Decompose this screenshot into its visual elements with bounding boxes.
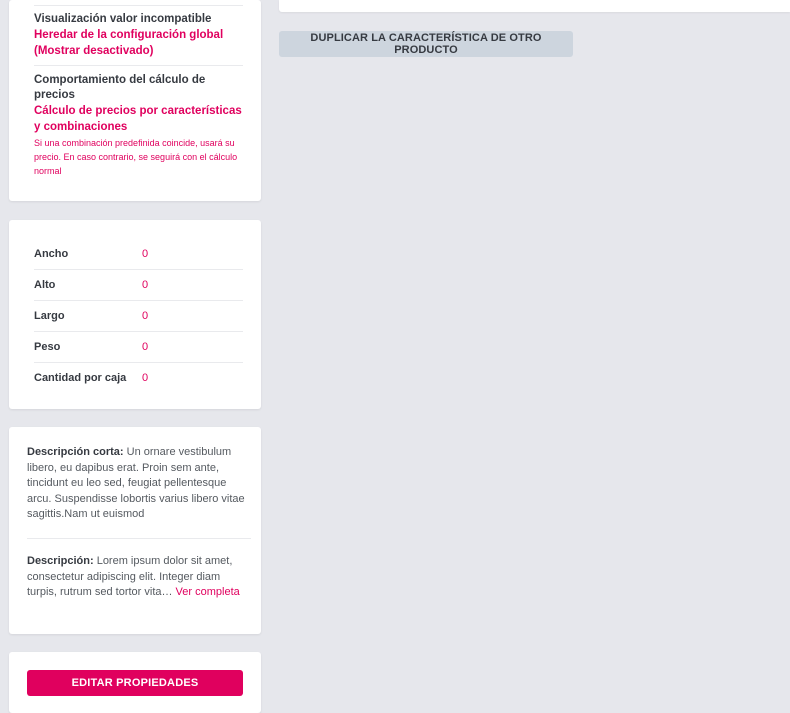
price-calc-setting: [34, 73, 243, 178]
settings-card: [9, 0, 261, 201]
short-description-text: Un ornare vestibulum libero, eu dapibus erat. Proin sem ante, tincidunt eu leo sed, feugiat pellentesque arcu. Suspendisse lobortis varius libero vitae sagittis.Nam ut euismod: [27, 446, 245, 520]
dimension-row-height: [34, 269, 243, 301]
edit-properties-button[interactable]: EDITAR PROPIEDADES: [27, 670, 243, 696]
incompatible-display-title: Visualización valor incompatible: [34, 13, 212, 25]
price-calc-hint: Si una combinación predefinida coincide, usará su precio. En caso contrario, se seguirá con el cálculo normal: [34, 138, 238, 176]
incompatible-display-value: Heredar de la configuración global (Mostrar desactivado): [34, 29, 224, 57]
edit-card: [9, 652, 261, 713]
dimension-label: Ancho: [34, 247, 69, 260]
dimension-label: Peso: [34, 340, 61, 353]
content-panel-top: [279, 0, 790, 12]
dimension-value: 0: [142, 247, 149, 260]
long-description-label: Descripción:: [27, 555, 94, 567]
dimension-row-box-quantity: [34, 362, 243, 393]
dimensions-card: [9, 220, 261, 409]
descriptions-card: [9, 427, 261, 634]
dimension-label: Cantidad por caja: [34, 371, 127, 384]
duplicate-feature-button[interactable]: DUPLICAR LA CARACTERÍSTICA DE OTRO PRODUCTO: [279, 31, 573, 57]
dimension-value: 0: [142, 309, 149, 322]
divider: [34, 5, 243, 6]
dimension-row-weight: [34, 331, 243, 363]
dimension-value: 0: [142, 340, 149, 353]
dimension-row-length: [34, 300, 243, 332]
dimension-row-width: [34, 238, 243, 270]
dimension-value: 0: [142, 278, 149, 291]
price-calc-title: Comportamiento del cálculo de precios: [34, 74, 206, 101]
divider: [34, 65, 243, 66]
short-description: [27, 445, 245, 523]
dimension-label: Largo: [34, 309, 65, 322]
dimension-value: 0: [142, 371, 149, 384]
long-description-text: Lorem ipsum dolor sit amet, consectetur adipiscing elit. Integer diam turpis, rutrum sed tortor vita…: [27, 555, 233, 598]
divider: [27, 538, 251, 539]
incompatible-display-setting: [34, 12, 243, 59]
long-description: [27, 554, 245, 601]
dimension-label: Alto: [34, 278, 56, 291]
view-full-link[interactable]: Ver completa: [175, 586, 240, 598]
short-description-label: Descripción corta:: [27, 446, 124, 458]
price-calc-value: Cálculo de precios por características y combinaciones: [34, 105, 242, 133]
